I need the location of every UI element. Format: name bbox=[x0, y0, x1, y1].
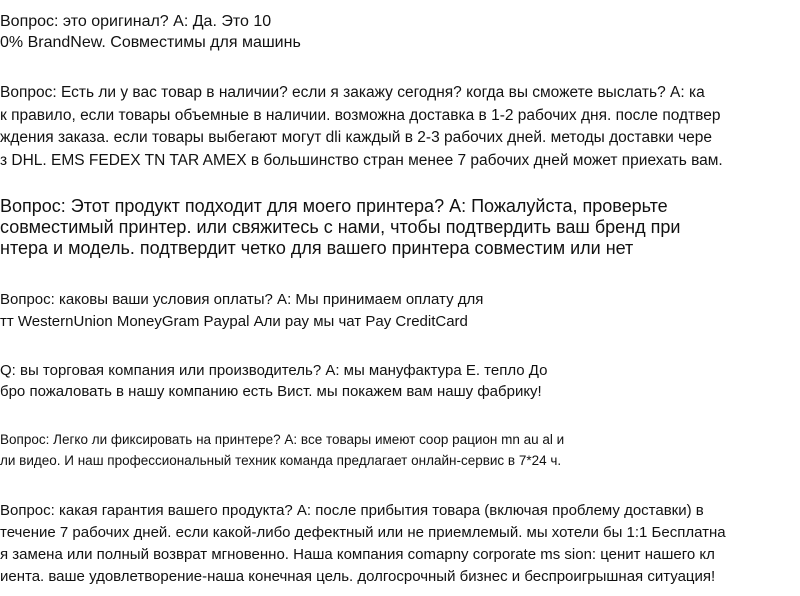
faq-line: к правило, если товары объемные в наличии. возможна доставка в 1-2 рабочих дня. после подтвер bbox=[0, 106, 721, 124]
faq-line: Вопрос: Есть ли у вас товар в наличии? если я закажу сегодня? когда вы сможете выслать? А: ка bbox=[0, 84, 705, 101]
faq-installation bbox=[0, 429, 564, 471]
faq-printer-compatibility bbox=[0, 196, 680, 259]
faq-line: Вопрос: это оригинал? A: Да. Это 10 bbox=[0, 13, 272, 30]
faq-line: бро пожаловать в нашу компанию есть Вист. мы покажем вам нашу фабрику! bbox=[0, 383, 542, 400]
faq-line: ли видео. И наш профессиональный техник команда предлагает онлайн-сервис в 7*24 ч. bbox=[0, 453, 562, 468]
faq-manufacturer bbox=[0, 360, 547, 402]
faq-line: 0% BrandNew. Совместимы для машинь bbox=[0, 34, 301, 51]
faq-line: нтера и модель. подтвердит четко для вашего принтера совместим или нет bbox=[0, 238, 634, 258]
faq-line: тт WesternUnion MoneyGram Paypal Али pay мы чат Pay CreditCard bbox=[0, 313, 468, 330]
faq-line: Вопрос: каковы ваши условия оплаты? A: Мы принимаем оплату для bbox=[0, 291, 484, 308]
faq-line: течение 7 рабочих дней. если какой-либо дефектный или не приемлемый. мы хотели бы 1:1 Бесплатна bbox=[0, 524, 726, 541]
faq-stock-shipping bbox=[0, 82, 723, 172]
faq-line: Вопрос: какая гарантия вашего продукта? A: после прибытия товара (включая проблему доставки) в bbox=[0, 502, 704, 519]
faq-warranty bbox=[0, 500, 726, 588]
faq-originality bbox=[0, 11, 301, 53]
faq-line: з DHL. EMS FEDEX TN TAR AMEX в большинство стран менее 7 рабочих дней может приехать вам. bbox=[0, 151, 723, 169]
faq-line: Вопрос: Легко ли фиксировать на принтере? А: все товары имеют coop рацион mn au al и bbox=[0, 432, 565, 447]
faq-line: совместимый принтер. или свяжитесь с нами, чтобы подтвердить ваш бренд при bbox=[0, 217, 681, 237]
faq-line: ждения заказа. если товары выбегают могут dli каждый в 2-3 рабочих дней. методы доставки чере bbox=[0, 129, 713, 146]
faq-line: Q: вы торговая компания или производитель? А: мы мануфактура Е. тепло До bbox=[0, 362, 548, 379]
faq-payment-terms bbox=[0, 289, 483, 333]
faq-line: Вопрос: Этот продукт подходит для моего принтера? А: Пожалуйста, проверьте bbox=[0, 196, 668, 216]
faq-line: иента. ваше удовлетворение-наша конечная цель. долгосрочный бизнес и беспроигрышная ситуация! bbox=[0, 568, 716, 585]
faq-line: я замена или полный возврат мгновенно. Наша компания comapny corporate ms sion: ценит нашего кл bbox=[0, 546, 715, 563]
